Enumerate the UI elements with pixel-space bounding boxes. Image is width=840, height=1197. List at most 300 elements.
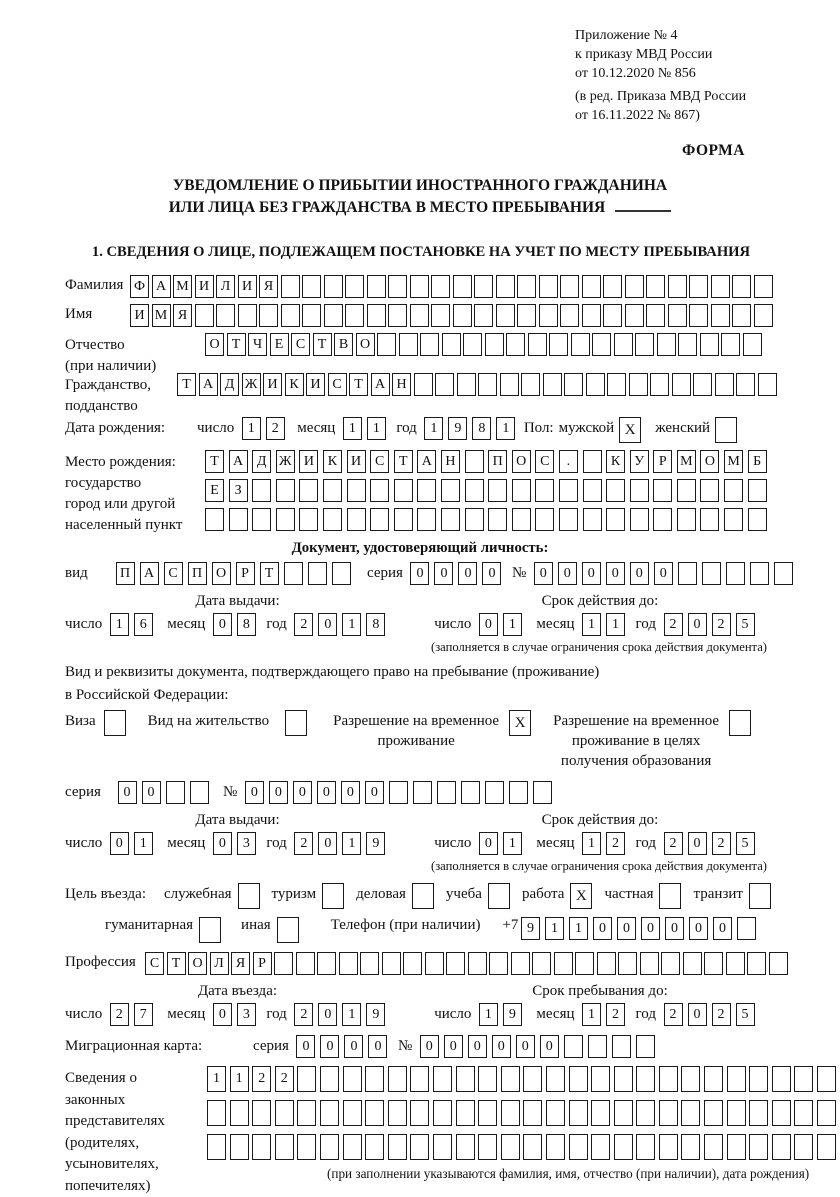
char-box[interactable]: 5 [736,613,755,636]
char-box[interactable]: И [347,450,366,473]
char-box[interactable] [677,508,696,531]
char-box[interactable] [324,275,343,298]
char-box[interactable] [410,1100,429,1126]
char-box[interactable]: 0 [213,1003,232,1026]
visa-checkbox[interactable] [104,710,126,736]
char-box[interactable]: О [205,333,224,356]
char-box[interactable] [727,1134,746,1160]
char-box[interactable] [539,275,558,298]
purpose-business-checkbox[interactable] [412,883,434,909]
char-box[interactable]: 0 [593,917,612,940]
char-box[interactable] [546,1100,565,1126]
purpose-work-checkbox[interactable]: X [570,883,592,909]
char-box[interactable]: 1 [342,1003,361,1026]
char-box[interactable]: Я [259,275,278,298]
char-box[interactable] [512,479,531,502]
char-box[interactable] [166,781,185,804]
char-box[interactable]: 0 [269,781,288,804]
char-box[interactable] [672,373,691,396]
char-box[interactable]: Л [210,952,229,975]
char-box[interactable] [474,275,493,298]
char-box[interactable] [343,1066,362,1092]
char-box[interactable]: 5 [736,1003,755,1026]
char-box[interactable] [523,1066,542,1092]
char-box[interactable] [772,1066,791,1092]
purpose-transit-checkbox[interactable] [749,883,771,909]
char-box[interactable]: 1 [207,1066,226,1092]
char-box[interactable] [724,508,743,531]
char-box[interactable]: О [356,333,375,356]
char-box[interactable] [653,508,672,531]
char-box[interactable]: 0 [213,613,232,636]
char-box[interactable]: 0 [479,613,498,636]
char-box[interactable] [425,952,444,975]
char-box[interactable] [749,1134,768,1160]
char-box[interactable] [252,479,271,502]
char-box[interactable]: 3 [237,832,256,855]
char-box[interactable] [704,1100,723,1126]
char-box[interactable] [724,479,743,502]
char-box[interactable]: 2 [606,1003,625,1026]
char-box[interactable]: 0 [245,781,264,804]
char-box[interactable] [347,479,366,502]
char-box[interactable] [388,1134,407,1160]
char-box[interactable] [554,952,573,975]
char-box[interactable] [478,1134,497,1160]
char-box[interactable] [726,562,745,585]
char-box[interactable] [523,1100,542,1126]
char-box[interactable]: П [188,562,207,585]
char-box[interactable]: 0 [368,1035,387,1058]
purpose-tourism-checkbox[interactable] [322,883,344,909]
char-box[interactable]: 0 [142,781,161,804]
char-box[interactable] [678,333,697,356]
char-box[interactable] [420,333,439,356]
char-box[interactable]: 2 [606,832,625,855]
char-box[interactable] [704,1066,723,1092]
char-box[interactable] [496,304,515,327]
char-box[interactable] [299,479,318,502]
char-box[interactable]: О [700,450,719,473]
char-box[interactable] [564,1035,583,1058]
char-box[interactable] [582,304,601,327]
char-box[interactable]: 9 [503,1003,522,1026]
char-box[interactable] [681,1134,700,1160]
char-box[interactable] [794,1066,813,1092]
char-box[interactable] [732,304,751,327]
char-box[interactable] [446,952,465,975]
char-box[interactable]: 2 [712,613,731,636]
char-box[interactable] [726,952,745,975]
char-box[interactable]: 0 [420,1035,439,1058]
char-box[interactable]: И [263,373,282,396]
char-box[interactable]: 0 [654,562,673,585]
char-box[interactable] [259,304,278,327]
char-box[interactable] [750,562,769,585]
char-box[interactable]: Е [205,479,224,502]
char-box[interactable]: 0 [410,562,429,585]
char-box[interactable] [308,562,327,585]
char-box[interactable] [414,373,433,396]
char-box[interactable]: 0 [365,781,384,804]
char-box[interactable] [238,304,257,327]
char-box[interactable] [302,275,321,298]
char-box[interactable] [489,952,508,975]
char-box[interactable] [737,917,756,940]
char-box[interactable]: А [140,562,159,585]
char-box[interactable] [388,1100,407,1126]
char-box[interactable]: 8 [237,613,256,636]
char-box[interactable] [275,1100,294,1126]
char-box[interactable]: М [677,450,696,473]
char-box[interactable] [711,304,730,327]
char-box[interactable] [370,479,389,502]
char-box[interactable] [324,304,343,327]
char-box[interactable]: 0 [293,781,312,804]
char-box[interactable]: С [291,333,310,356]
char-box[interactable]: 0 [320,1035,339,1058]
char-box[interactable]: И [195,275,214,298]
char-box[interactable]: А [371,373,390,396]
char-box[interactable]: 1 [582,1003,601,1026]
char-box[interactable]: Р [236,562,255,585]
char-box[interactable]: Ж [242,373,261,396]
char-box[interactable] [485,333,504,356]
char-box[interactable]: 1 [342,832,361,855]
char-box[interactable]: 1 [606,613,625,636]
char-box[interactable] [453,275,472,298]
char-box[interactable] [478,1100,497,1126]
char-box[interactable]: 1 [134,832,153,855]
char-box[interactable] [535,508,554,531]
char-box[interactable] [431,275,450,298]
char-box[interactable] [389,781,408,804]
char-box[interactable] [659,1134,678,1160]
char-box[interactable]: 0 [713,917,732,940]
char-box[interactable] [230,1100,249,1126]
char-box[interactable] [614,1100,633,1126]
char-box[interactable] [535,479,554,502]
char-box[interactable] [817,1066,836,1092]
char-box[interactable]: С [370,450,389,473]
char-box[interactable]: Н [441,450,460,473]
char-box[interactable] [564,373,583,396]
char-box[interactable] [677,479,696,502]
char-box[interactable]: 0 [492,1035,511,1058]
char-box[interactable] [521,373,540,396]
char-box[interactable] [229,508,248,531]
char-box[interactable] [413,781,432,804]
char-box[interactable] [748,508,767,531]
char-box[interactable] [457,373,476,396]
char-box[interactable] [463,333,482,356]
char-box[interactable]: Т [167,952,186,975]
char-box[interactable] [284,562,303,585]
char-box[interactable] [252,1100,271,1126]
char-box[interactable] [205,508,224,531]
char-box[interactable]: 7 [134,1003,153,1026]
char-box[interactable] [281,304,300,327]
char-box[interactable] [582,275,601,298]
char-box[interactable]: Я [231,952,250,975]
char-box[interactable] [403,952,422,975]
char-box[interactable]: 9 [521,917,540,940]
char-box[interactable]: 1 [582,832,601,855]
char-box[interactable] [702,562,721,585]
char-box[interactable] [769,952,788,975]
char-box[interactable]: П [116,562,135,585]
char-box[interactable] [478,373,497,396]
char-box[interactable] [607,373,626,396]
char-box[interactable] [736,373,755,396]
char-box[interactable] [365,1134,384,1160]
char-box[interactable]: 2 [294,832,313,855]
char-box[interactable] [794,1134,813,1160]
purpose-private-checkbox[interactable] [659,883,681,909]
char-box[interactable] [743,333,762,356]
char-box[interactable] [603,275,622,298]
char-box[interactable] [630,508,649,531]
char-box[interactable] [625,304,644,327]
char-box[interactable] [689,304,708,327]
char-box[interactable]: 1 [503,832,522,855]
char-box[interactable] [474,304,493,327]
char-box[interactable]: 0 [458,562,477,585]
char-box[interactable] [345,275,364,298]
char-box[interactable]: 8 [366,613,385,636]
char-box[interactable] [488,479,507,502]
char-box[interactable] [614,333,633,356]
char-box[interactable] [591,1066,610,1092]
char-box[interactable] [297,1066,316,1092]
char-box[interactable] [715,373,734,396]
char-box[interactable] [388,275,407,298]
char-box[interactable] [442,333,461,356]
char-box[interactable]: Л [216,275,235,298]
char-box[interactable] [488,508,507,531]
char-box[interactable]: 0 [688,1003,707,1026]
char-box[interactable] [591,1134,610,1160]
char-box[interactable] [533,781,552,804]
char-box[interactable] [758,373,777,396]
char-box[interactable]: 0 [318,1003,337,1026]
char-box[interactable] [343,1134,362,1160]
char-box[interactable] [640,952,659,975]
char-box[interactable] [506,333,525,356]
char-box[interactable] [559,508,578,531]
char-box[interactable] [625,275,644,298]
char-box[interactable]: 1 [367,417,386,440]
char-box[interactable] [523,1134,542,1160]
char-box[interactable]: К [323,450,342,473]
char-box[interactable]: 3 [237,1003,256,1026]
char-box[interactable]: К [606,450,625,473]
char-box[interactable] [388,304,407,327]
char-box[interactable]: 2 [275,1066,294,1092]
char-box[interactable] [252,508,271,531]
char-box[interactable] [586,373,605,396]
char-box[interactable]: 1 [569,917,588,940]
char-box[interactable]: . [559,450,578,473]
char-box[interactable]: Ж [276,450,295,473]
char-box[interactable] [367,304,386,327]
char-box[interactable]: 2 [712,832,731,855]
char-box[interactable] [721,333,740,356]
char-box[interactable]: Р [253,952,272,975]
char-box[interactable]: 0 [630,562,649,585]
char-box[interactable] [603,304,622,327]
char-box[interactable]: 0 [318,832,337,855]
char-box[interactable] [501,1134,520,1160]
char-box[interactable] [456,1066,475,1092]
char-box[interactable]: М [173,275,192,298]
char-box[interactable] [559,479,578,502]
char-box[interactable]: А [417,450,436,473]
char-box[interactable] [700,508,719,531]
char-box[interactable]: Д [220,373,239,396]
char-box[interactable] [704,1134,723,1160]
char-box[interactable]: 6 [134,613,153,636]
char-box[interactable] [575,952,594,975]
char-box[interactable] [635,333,654,356]
char-box[interactable] [668,304,687,327]
char-box[interactable] [509,781,528,804]
char-box[interactable] [569,1100,588,1126]
char-box[interactable] [410,275,429,298]
char-box[interactable] [456,1100,475,1126]
char-box[interactable]: И [130,304,149,327]
char-box[interactable] [772,1100,791,1126]
char-box[interactable]: П [488,450,507,473]
char-box[interactable] [732,275,751,298]
char-box[interactable] [614,1066,633,1092]
char-box[interactable] [360,952,379,975]
char-box[interactable] [711,275,730,298]
char-box[interactable] [230,1134,249,1160]
char-box[interactable] [317,952,336,975]
char-box[interactable]: 0 [341,781,360,804]
char-box[interactable]: 2 [664,613,683,636]
char-box[interactable]: 0 [641,917,660,940]
char-box[interactable] [410,304,429,327]
char-box[interactable] [468,952,487,975]
char-box[interactable] [501,1066,520,1092]
char-box[interactable] [683,952,702,975]
char-box[interactable] [433,1066,452,1092]
char-box[interactable]: 0 [479,832,498,855]
char-box[interactable] [569,1134,588,1160]
temp-residence-checkbox[interactable]: X [509,710,531,736]
char-box[interactable] [606,479,625,502]
char-box[interactable] [517,304,536,327]
char-box[interactable] [382,952,401,975]
char-box[interactable] [659,1066,678,1092]
char-box[interactable] [399,333,418,356]
char-box[interactable]: Н [392,373,411,396]
char-box[interactable]: Р [653,450,672,473]
char-box[interactable] [501,1100,520,1126]
char-box[interactable]: О [188,952,207,975]
char-box[interactable] [588,1035,607,1058]
char-box[interactable]: 1 [110,613,129,636]
char-box[interactable] [532,952,551,975]
char-box[interactable]: 5 [736,832,755,855]
char-box[interactable] [500,373,519,396]
char-box[interactable] [774,562,793,585]
char-box[interactable]: Е [270,333,289,356]
char-box[interactable]: И [299,450,318,473]
char-box[interactable]: 0 [540,1035,559,1058]
char-box[interactable] [614,1134,633,1160]
char-box[interactable] [377,333,396,356]
char-box[interactable]: 0 [482,562,501,585]
char-box[interactable] [560,275,579,298]
char-box[interactable]: 2 [664,1003,683,1026]
char-box[interactable] [646,304,665,327]
char-box[interactable]: О [512,450,531,473]
char-box[interactable] [583,479,602,502]
char-box[interactable] [207,1134,226,1160]
char-box[interactable] [653,479,672,502]
char-box[interactable] [528,333,547,356]
char-box[interactable] [668,275,687,298]
char-box[interactable] [704,952,723,975]
char-box[interactable]: 2 [110,1003,129,1026]
char-box[interactable]: М [724,450,743,473]
char-box[interactable] [216,304,235,327]
char-box[interactable] [592,333,611,356]
char-box[interactable]: 0 [665,917,684,940]
char-box[interactable] [659,1100,678,1126]
char-box[interactable] [636,1100,655,1126]
char-box[interactable] [693,373,712,396]
char-box[interactable]: 2 [294,613,313,636]
char-box[interactable]: Б [748,450,767,473]
char-box[interactable]: С [164,562,183,585]
char-box[interactable] [465,450,484,473]
char-box[interactable] [296,952,315,975]
char-box[interactable] [417,508,436,531]
char-box[interactable]: 0 [110,832,129,855]
female-checkbox[interactable] [715,417,737,443]
char-box[interactable]: 0 [344,1035,363,1058]
char-box[interactable] [549,333,568,356]
char-box[interactable] [749,1066,768,1092]
char-box[interactable] [689,275,708,298]
char-box[interactable] [461,781,480,804]
char-box[interactable]: 2 [712,1003,731,1026]
char-box[interactable] [274,952,293,975]
char-box[interactable]: Т [205,450,224,473]
char-box[interactable]: А [229,450,248,473]
char-box[interactable] [727,1100,746,1126]
char-box[interactable]: Т [313,333,332,356]
char-box[interactable] [629,373,648,396]
char-box[interactable] [496,275,515,298]
char-box[interactable] [465,508,484,531]
char-box[interactable] [394,479,413,502]
temp-residence-education-checkbox[interactable] [729,710,751,736]
char-box[interactable] [345,304,364,327]
char-box[interactable]: 1 [230,1066,249,1092]
purpose-humanitarian-checkbox[interactable] [199,917,221,943]
char-box[interactable] [681,1066,700,1092]
char-box[interactable]: 0 [688,613,707,636]
char-box[interactable] [618,952,637,975]
char-box[interactable] [388,1066,407,1092]
char-box[interactable] [583,508,602,531]
char-box[interactable]: С [145,952,164,975]
